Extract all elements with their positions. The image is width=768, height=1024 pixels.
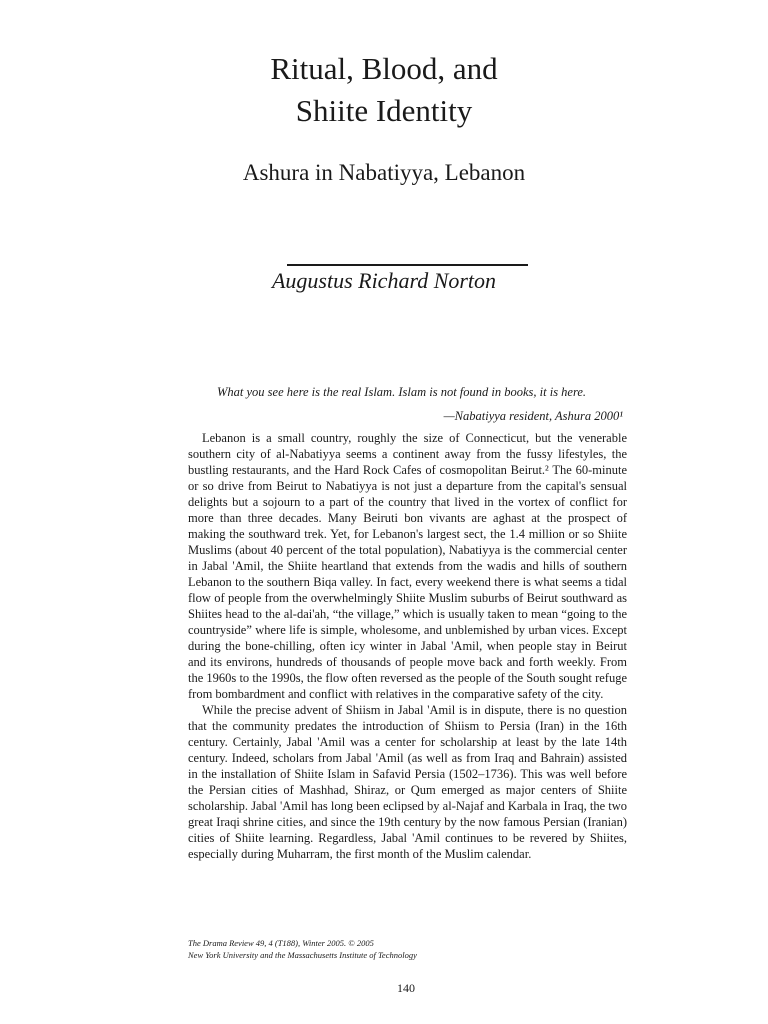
article-subtitle: Ashura in Nabatiyya, Lebanon [242, 160, 526, 185]
citation-line-1: The Drama Review 49, 4 (T188), Winter 2005. © 2005 [188, 938, 374, 948]
title-line-1: Ritual, Blood, and [270, 51, 498, 86]
page-number: 140 [397, 981, 415, 995]
citation-line-2: New York University and the Massachusetts Institute of Technology [188, 950, 417, 960]
author-name: Augustus Richard Norton [271, 268, 497, 293]
body-paragraph: Lebanon is a small country, roughly the size of Connecticut, but the venerable southern city of al-Nabatiyya seems a continent away from the fussy lifestyles, the bustling restaurants, and the Hard Rock Cafes of cosmopolitan Beirut.² The 60-minute or so drive from Beirut to Nabatiyya is not just a departure from the capital's sensual delights but a sojourn to a part of the country that lived in the vortex of conflict for more than three decades. Many Beiruti bon vivants are aghast at the prospect of making the southward trek. Yet, for Lebanon's largest sect, the 1.4 million or so Shiite Muslims (about 40 percent of the total population), Nabatiyya is the commercial center in Jabal 'Amil, the Shiite heartland that extends from the wadis and hills of southern Lebanon to the southern Biqa valley. In fact, every weekend there is what seems a tidal flow of people from the overwhelmingly Shiite Muslim suburbs of Beirut southward as Shiites head to the al-dai'ah, “the village,” which is usually taken to mean “going to the countryside” where life is simple, wholesome, and unblemished by urban vices. Except during the bone-chilling, often icy winter in Jabal 'Amil, when people stay in Beirut and its environs, hundreds of thousands of people move back and forth weekly. From the 1960s to the 1990s, the flow often reversed as the people of the South sought refuge from bombardment and conflict with relatives in the comparative safety of the city. [188, 431, 627, 701]
body-paragraph: While the precise advent of Shiism in Jabal 'Amil is in dispute, there is no question that the community predates the introduction of Shiism to Persia (Iran) in the 16th century. Certainly, Jabal 'Amil was a center for scholarship at least by the late 14th century. Indeed, scholars from Jabal 'Amil (as well as from Iraq and Bahrain) assisted in the installation of Shiite Islam in Safavid Persia (1502–1736). This was well before the Persian cities of Mashhad, Shiraz, or Qum emerged as major centers of Shiite scholarship. Jabal 'Amil has long been eclipsed by al-Najaf and Karbala in Iraq, the two great Iraqi shrine cities, and since the 19th century by the now famous Persian (Iranian) cities of Shiite learning. Regardless, Jabal 'Amil continues to be revered by Shiites, especially during Muharram, the first month of the Muslim calendar. [188, 703, 627, 861]
article-title [0, 48, 768, 132]
title-line-2: Shiite Identity [295, 93, 473, 128]
epigraph-attribution: —Nabatiyya resident, Ashura 2000¹ [443, 409, 623, 423]
article-body [188, 430, 627, 862]
epigraph-quote: What you see here is the real Islam. Islam is not found in books, it is here. [217, 385, 587, 399]
citation-footer [188, 937, 628, 961]
